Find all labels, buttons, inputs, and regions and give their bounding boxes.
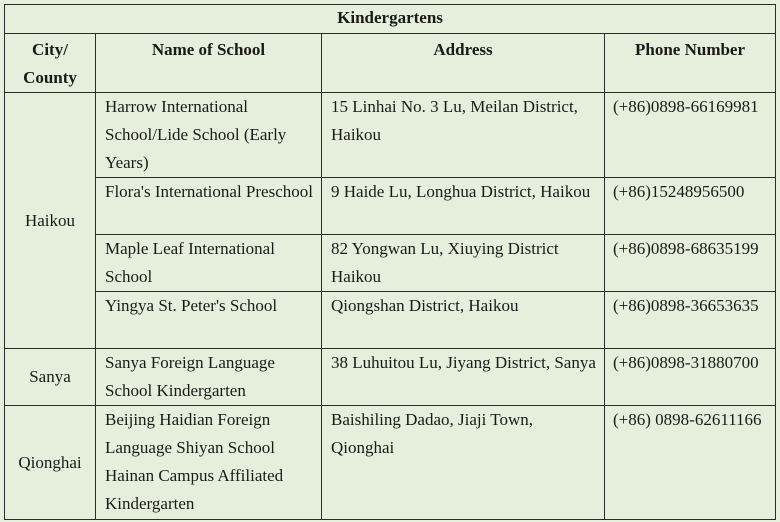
school-phone: (+86)0898-36653635 [605,292,776,349]
school-name: Harrow International School/Lide School (Early Years) [96,93,322,178]
school-phone: (+86)15248956500 [605,178,776,235]
table-title: Kindergartens [5,5,776,34]
kindergartens-table [4,4,776,520]
header-city: City/ County [5,34,96,93]
table-row [5,292,776,349]
school-name: Beijing Haidian Foreign Language Shiyan School Hainan Campus Affiliated Kindergarten [96,406,322,520]
city-cell-haikou: Haikou [5,93,96,349]
school-phone: (+86)0898-68635199 [605,235,776,292]
school-address: Qiongshan District, Haikou [322,292,605,349]
table-row [5,93,776,178]
table-row [5,406,776,520]
school-phone: (+86) 0898-62611166 [605,406,776,520]
school-address: 9 Haide Lu, Longhua District, Haikou [322,178,605,235]
school-name: Maple Leaf International School [96,235,322,292]
header-name: Name of School [96,34,322,93]
school-address: 15 Linhai No. 3 Lu, Meilan District, Haikou [322,93,605,178]
header-address: Address [322,34,605,93]
city-cell-sanya: Sanya [5,349,96,406]
school-phone: (+86)0898-66169981 [605,93,776,178]
school-address: 38 Luhuitou Lu, Jiyang District, Sanya [322,349,605,406]
city-cell-qionghai: Qionghai [5,406,96,520]
school-name: Flora's International Preschool [96,178,322,235]
school-name: Yingya St. Peter's School [96,292,322,349]
table-row [5,235,776,292]
table-row [5,178,776,235]
table-row [5,349,776,406]
school-name: Sanya Foreign Language School Kindergarten [96,349,322,406]
header-phone: Phone Number [605,34,776,93]
school-phone: (+86)0898-31880700 [605,349,776,406]
school-address: Baishiling Dadao, Jiaji Town, Qionghai [322,406,605,520]
school-address: 82 Yongwan Lu, Xiuying District Haikou [322,235,605,292]
